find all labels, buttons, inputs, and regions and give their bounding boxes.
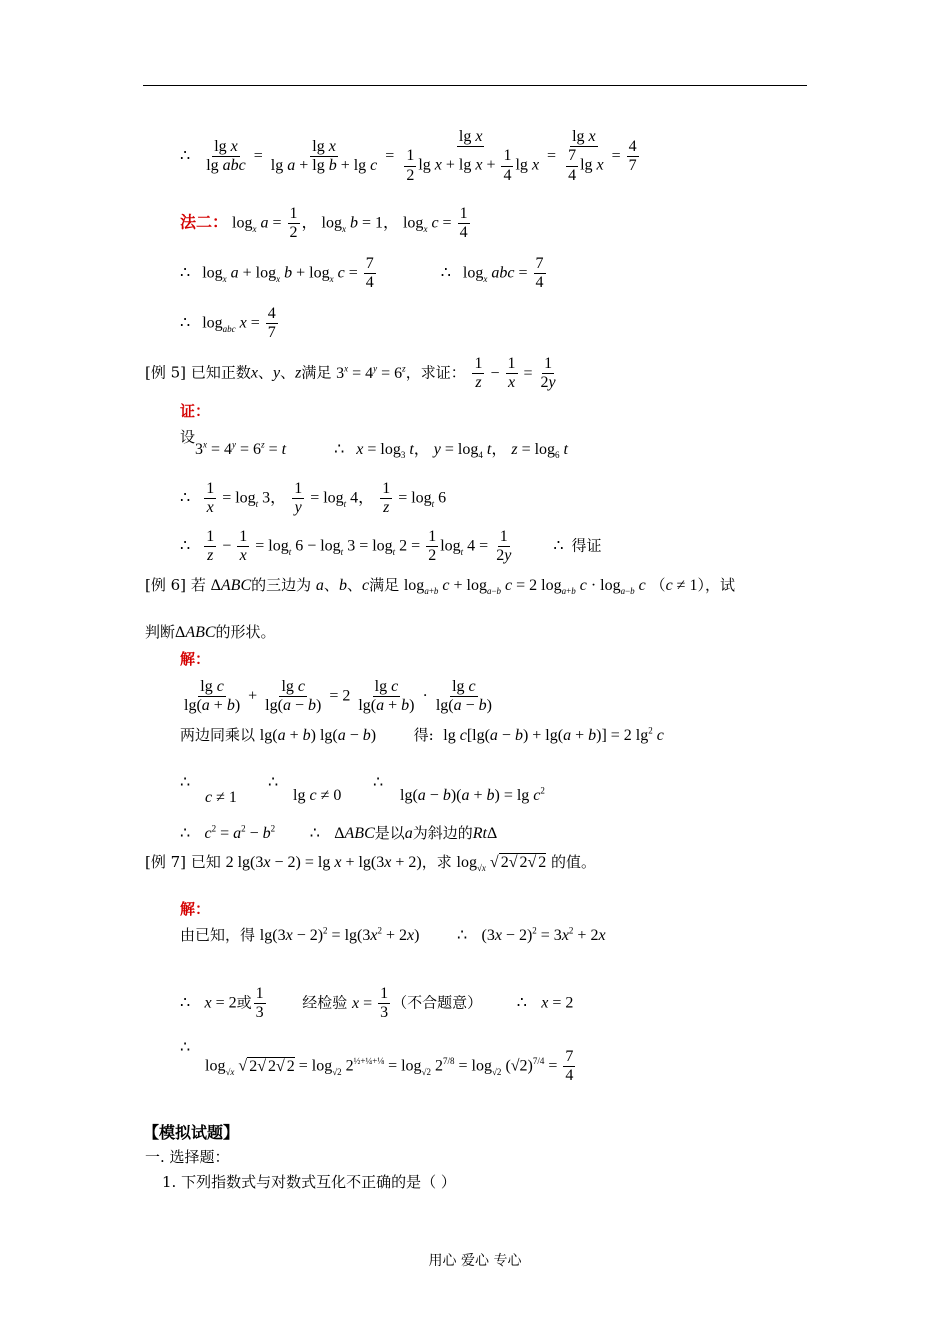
- proof-reciprocal-line: ∴ $\frac{1}{x}$ = $\log_t 3$， $\frac{1}{y}$ = $\log_t 4$， $\frac{1}{z}$ = $\log_t 6$: [180, 480, 447, 517]
- question-1: 1. 下列指数式与对数式互化不正确的是（ ）: [162, 1173, 456, 1191]
- example-5-statement: [例 5] 已知正数x、y、z满足 $3^x = 4^y = 6^z$，求证： $\frac{1}{z}$ − $\frac{1}{x}$ = $\frac{1}{2y}$: [145, 355, 556, 392]
- ex6-conclusion: ∴ $c^2 = a^2 - b^2$ ∴ ΔABC是以a为斜边的RtΔ: [180, 823, 498, 842]
- ex6-eq-lgc2: $\lg(a - b)(a + b) = \lg c^2$: [400, 785, 545, 804]
- solution-label-7: 解：: [180, 900, 211, 918]
- ex7-result-line: $\log_{√x}$ √ 2√ 2√ $2 = \log_{√2} 2^{\frac{1}{2}+\frac{1}{4}+\frac{1}{8}} = \log_{√2} 2^{7/8} = \log_{√2} (√2)^{7/4}$ = $\frac{7}{4}$: [205, 1048, 574, 1085]
- ex6-eq1: $\frac{\text{lg c}}{\lg(a + b)}$ + $\frac{\text{lg c}}{\lg(a - b)}$ = 2 $\frac{\text{lg c}}{\lg(a + b)}$ · $\frac{\text{lg c}}{\lg(a - b)}$: [184, 678, 492, 715]
- header-rule: [143, 85, 807, 86]
- proof-label: 证：: [180, 402, 211, 420]
- method1-result-line: ∴ $\frac{\text{lg x}}{\text{lg abc}}$ = $\frac{\text{lg x}}{\text{lg a + lg b + lg c}}$ = lg x $\frac{1}{2}$ lg x + lg x + $\frac{1}{4}$ lg x = lg x $\frac{7}{4}$ lg x = $\frac{4}{7}$: [180, 128, 637, 184]
- ex6-multiply-line: 两边同乘以 lg(a + b) lg(a − b) 得: lg c[lg(a − b) + lg(a + b)] = 2 $\lg^2 c$: [180, 725, 664, 744]
- method2-line: 法二： $\log_x a$ = $\frac{1}{2}$ ， $\log_x b = 1$， $\log_x c$ = $\frac{1}{4}$: [180, 205, 468, 242]
- ex6-therefore-3: ∴: [373, 774, 384, 791]
- ex6-therefore-row: ∴: [180, 774, 191, 791]
- example-6-statement-line2: 判断ΔABC的形状。: [145, 623, 276, 641]
- method2-result-line: ∴ $\log_{abc} x$ = $\frac{4}{7}$: [180, 305, 276, 342]
- proof-set-line: 设: [180, 428, 196, 446]
- page-footer: 用心 爱心 专心: [428, 1253, 522, 1269]
- example-6-statement: [例 6] 若 ΔABC的三边为 a、b、c满足 $\log_{a+b} c + \log_{a-b} c = 2$ $\log_{a+b} c \cdot \log_{a-b} c$ （c ≠ 1），试: [145, 576, 735, 597]
- section-title: 【模拟试题】: [143, 1123, 240, 1142]
- example-7-statement: [例 7] 已知 2 lg(3x − 2) = lg x + lg(3x + 2)，求 $\log_{√x}$ √ 2√ 2√ 2 的值。: [145, 853, 597, 874]
- ex7-solve-line: ∴ x = 2或 $\frac{1}{3}$ 经检验 x = $\frac{1}{3}$ （不合题意） ∴ x = 2: [180, 985, 574, 1022]
- proof-final-line: ∴ $\frac{1}{z}$ − $\frac{1}{x}$ = $\log_t 6 - \log_t 3 = \log_t 2$ = $\frac{1}{2}$ $\log_t 4$ = $\frac{1}{2y}$ ∴ 得证: [180, 528, 602, 565]
- ex7-result-therefore: ∴: [180, 1039, 191, 1056]
- ex6-c-neq-1: c ≠ 1: [205, 789, 237, 806]
- ex7-given-line: 由已知，得 $\lg(3x - 2)^2 = \lg(3x^2 + 2x)$ ∴ $(3x - 2)^2 = 3x^2 + 2x$: [180, 925, 606, 944]
- ex6-lgc-neq-0: lg c ≠ 0: [293, 787, 342, 804]
- section-part-1: 一. 选择题：: [145, 1148, 230, 1166]
- solution-label-6: 解：: [180, 650, 211, 668]
- method2-sum-line: ∴ $\log_x a + \log_x b + \log_x c$ = $\frac{7}{4}$ ∴ $\log_x$ abc = $\frac{7}{4}$: [180, 255, 544, 292]
- ex6-therefore-2: ∴: [268, 774, 279, 791]
- proof-set-eq: $3^x = 4^y = 6^z = t$ ∴ $x = \log_3 t$， $y = \log_4 t$， $z = \log_6 t$: [195, 439, 568, 461]
